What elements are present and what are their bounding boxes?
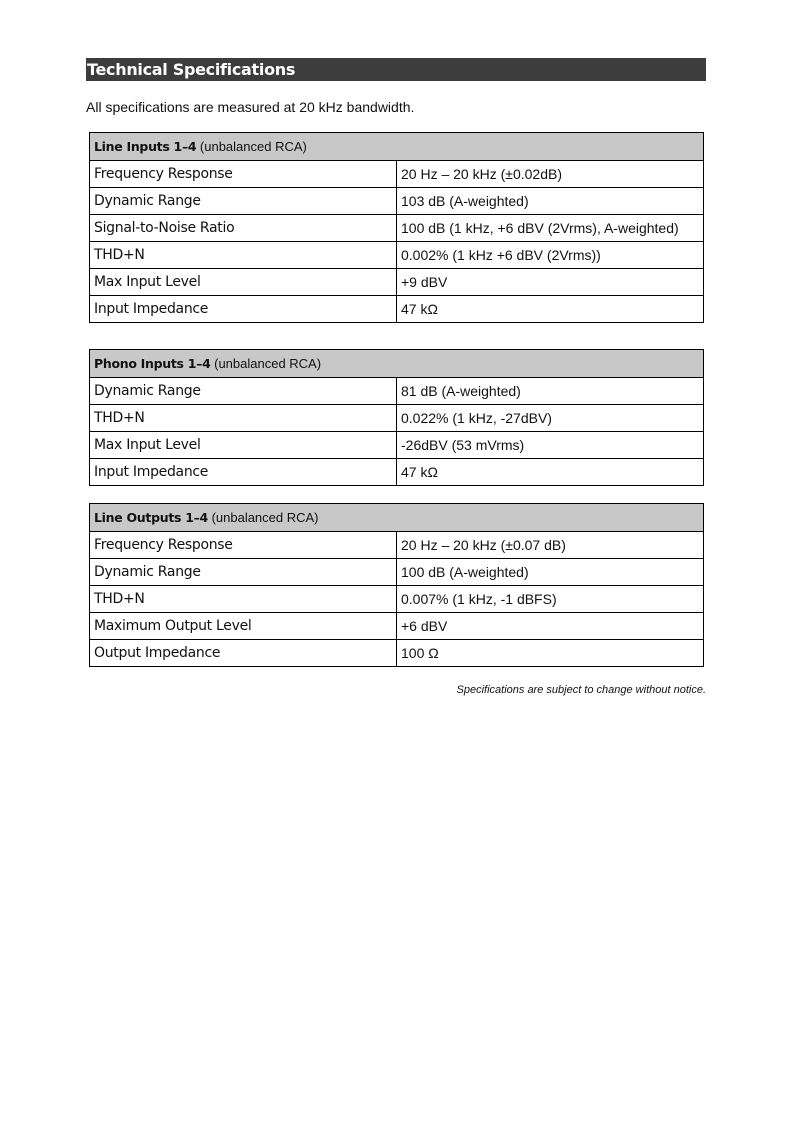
table-row [90,242,704,269]
spec-label: THD+N [90,586,397,613]
table-row [90,586,704,613]
spec-label: THD+N [90,242,397,269]
table-header [90,350,704,378]
spec-label: Dynamic Range [90,559,397,586]
spec-label: Output Impedance [90,640,397,667]
table-row [90,640,704,667]
group-subtitle: (unbalanced RCA) [196,139,307,154]
spec-value: 0.007% (1 kHz, -1 dBFS) [397,586,704,613]
spec-label: Input Impedance [90,296,397,323]
spec-value: 20 Hz – 20 kHz (±0.07 dB) [397,532,704,559]
footnote: Specifications are subject to change without notice. [456,684,706,696]
table-row [90,613,704,640]
table-row [90,161,704,188]
spec-label: THD+N [90,405,397,432]
spec-label: Frequency Response [90,532,397,559]
spec-value: 103 dB (A-weighted) [397,188,704,215]
spec-label: Dynamic Range [90,188,397,215]
table-row [90,378,704,405]
spec-value: 81 dB (A-weighted) [397,378,704,405]
table-row [90,215,704,242]
group-name: Phono Inputs 1–4 [94,356,211,371]
table-row [90,188,704,215]
table-row [90,296,704,323]
group-name: Line Outputs 1–4 [94,510,208,525]
spec-value: +9 dBV [397,269,704,296]
table-row [90,269,704,296]
spec-value: -26dBV (53 mVrms) [397,432,704,459]
spec-label: Max Input Level [90,432,397,459]
table-row [90,559,704,586]
group-subtitle: (unbalanced RCA) [210,356,322,371]
spec-label: Input Impedance [90,459,397,486]
table-row [90,532,704,559]
spec-value: 47 kΩ [397,459,704,486]
spec-label: Dynamic Range [90,378,397,405]
spec-value: 100 dB (A-weighted) [397,559,704,586]
spec-label: Frequency Response [90,161,397,188]
page-title: Technical Specifications [86,58,706,81]
spec-value: 47 kΩ [397,296,704,323]
table-row [90,432,704,459]
table-header [90,504,704,532]
table-row [90,459,704,486]
group-name: Line Inputs 1–4 [94,139,197,154]
spec-label: Maximum Output Level [90,613,397,640]
spec-value: 20 Hz – 20 kHz (±0.02dB) [397,161,704,188]
table-row [90,405,704,432]
spec-value: 0.002% (1 kHz +6 dBV (2Vrms)) [397,242,704,269]
group-subtitle: (unbalanced RCA) [207,510,319,525]
spec-value: 100 dB (1 kHz, +6 dBV (2Vrms), A-weighted) [397,215,704,242]
intro-text: All specifications are measured at 20 kHz bandwidth. [86,99,415,115]
line-inputs-table [89,132,704,323]
table-header [90,133,704,161]
phono-inputs-table [89,349,704,486]
spec-value: 100 Ω [397,640,704,667]
spec-value: 0.022% (1 kHz, -27dBV) [397,405,704,432]
spec-label: Max Input Level [90,269,397,296]
spec-value: +6 dBV [397,613,704,640]
line-outputs-table [89,503,704,667]
spec-label: Signal-to-Noise Ratio [90,215,397,242]
